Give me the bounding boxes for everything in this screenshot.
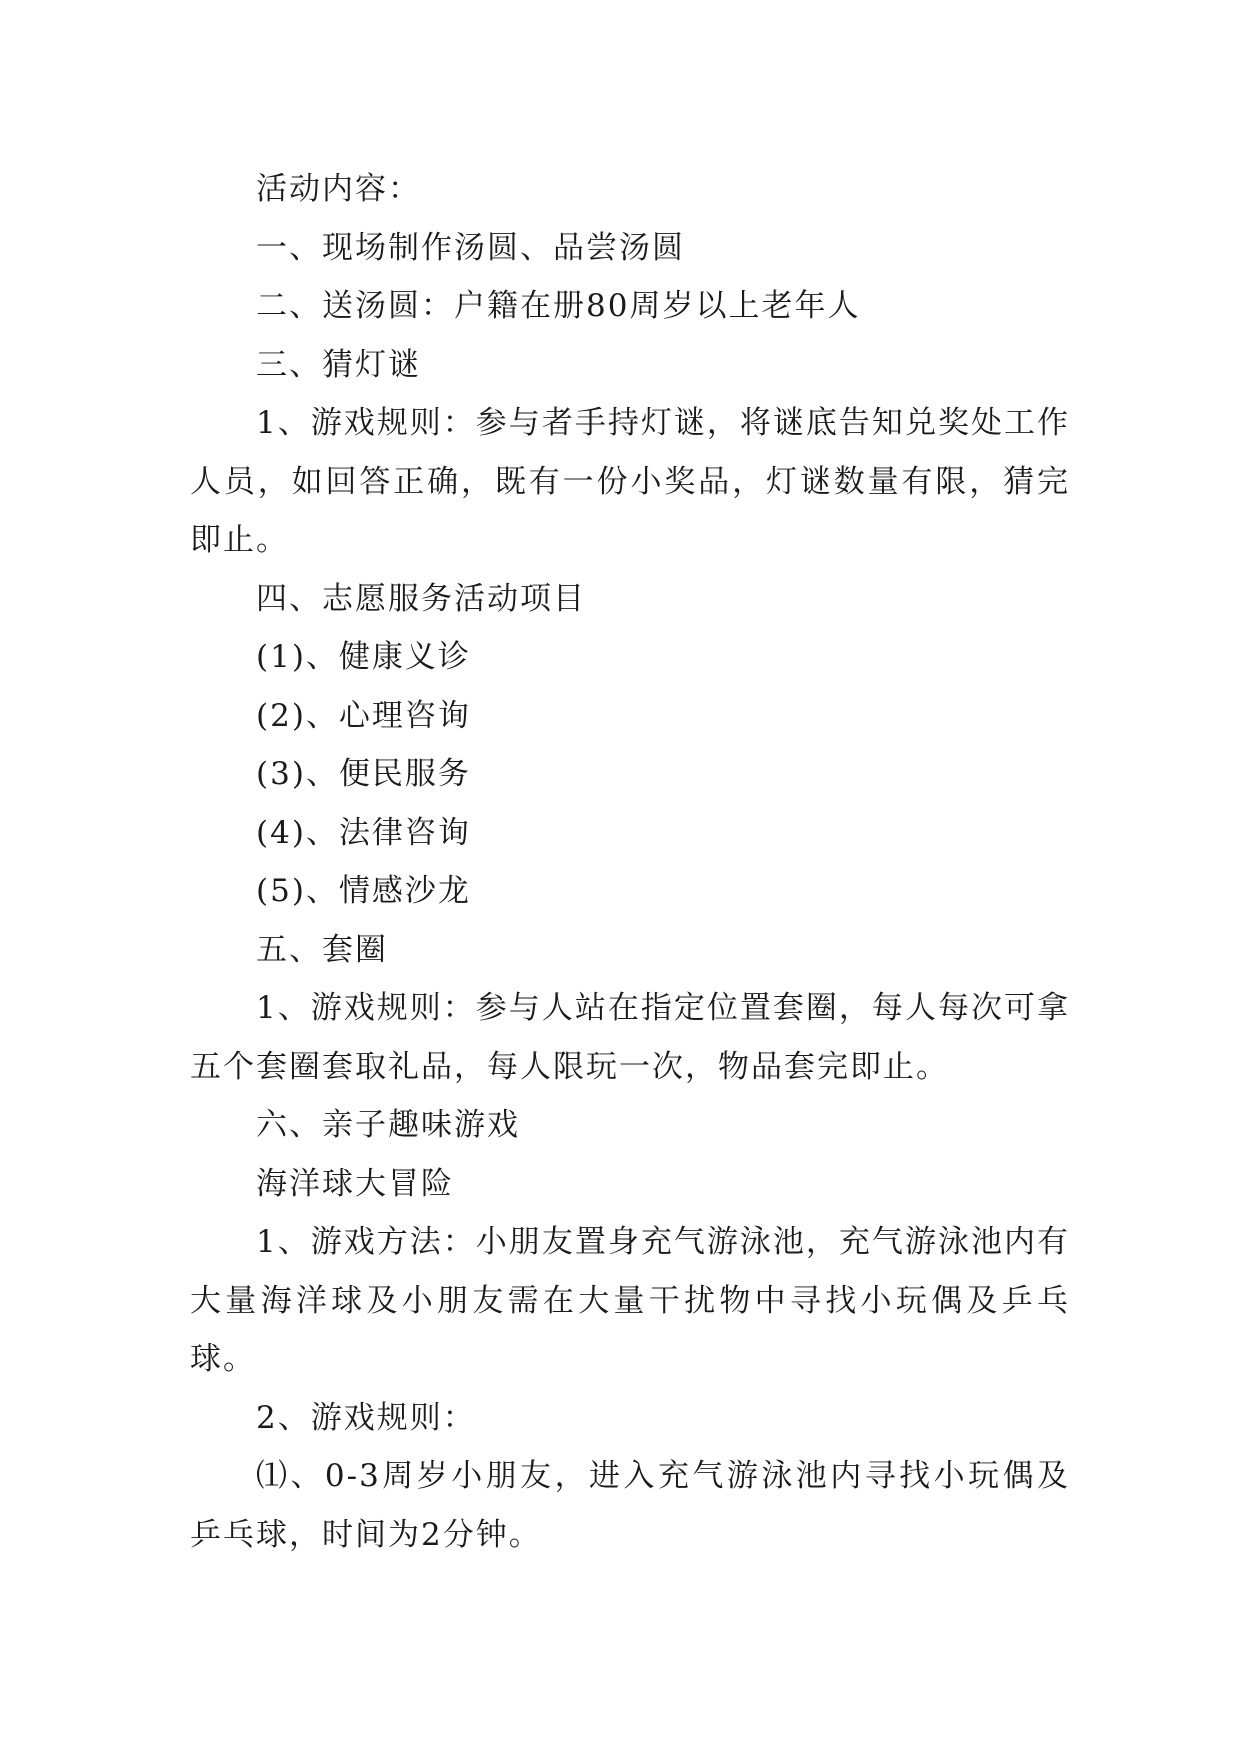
paragraph-service-3: (3)、便民服务 — [256, 756, 471, 792]
paragraph-service-4: (4)、法律咨询 — [256, 814, 471, 851]
paragraph-service-2: (2)、心理咨询 — [256, 697, 471, 734]
paragraph-game-method: 1、游戏方法：小朋友置身充气游泳池，充气游泳池内有大量海洋球及小朋友需在大量干扰物中寻找小玩偶及乒乓球。 — [190, 1224, 1070, 1377]
paragraph-ocean-ball-title: 海洋球大冒险 — [256, 1165, 454, 1202]
paragraph-game-rule-1: ⑴、0-3周岁小朋友，进入充气游泳池内寻找小玩偶及乒乓球，时间为2分钟。 — [190, 1458, 1070, 1553]
paragraph-item-6: 六、亲子趣味游戏 — [256, 1107, 520, 1143]
document-body — [190, 160, 1070, 1564]
paragraph-ring-toss-rules: 1、游戏规则：参与人站在指定位置套圈，每人每次可拿五个套圈套取礼品，每人限玩一次，物品套完即止。 — [190, 990, 1070, 1085]
paragraph-item-2: 二、送汤圆：户籍在册80周岁以上老年人 — [256, 288, 861, 324]
paragraph-item-1: 一、现场制作汤圆、品尝汤圆 — [256, 229, 685, 266]
paragraph-activity-heading: 活动内容： — [256, 171, 421, 207]
paragraph-game-rules-heading: 2、游戏规则： — [256, 1399, 476, 1436]
paragraph-service-1: (1)、健康义诊 — [256, 639, 471, 675]
paragraph-item-3: 三、猜灯谜 — [256, 346, 421, 383]
paragraph-item-4: 四、志愿服务活动项目 — [256, 580, 586, 617]
paragraph-lantern-rules: 1、游戏规则：参与者手持灯谜，将谜底告知兑奖处工作人员，如回答正确，既有一份小奖品，灯谜数量有限，猜完即止。 — [190, 405, 1070, 558]
paragraph-service-5: (5)、情感沙龙 — [256, 873, 471, 909]
paragraph-item-5: 五、套圈 — [256, 931, 388, 968]
